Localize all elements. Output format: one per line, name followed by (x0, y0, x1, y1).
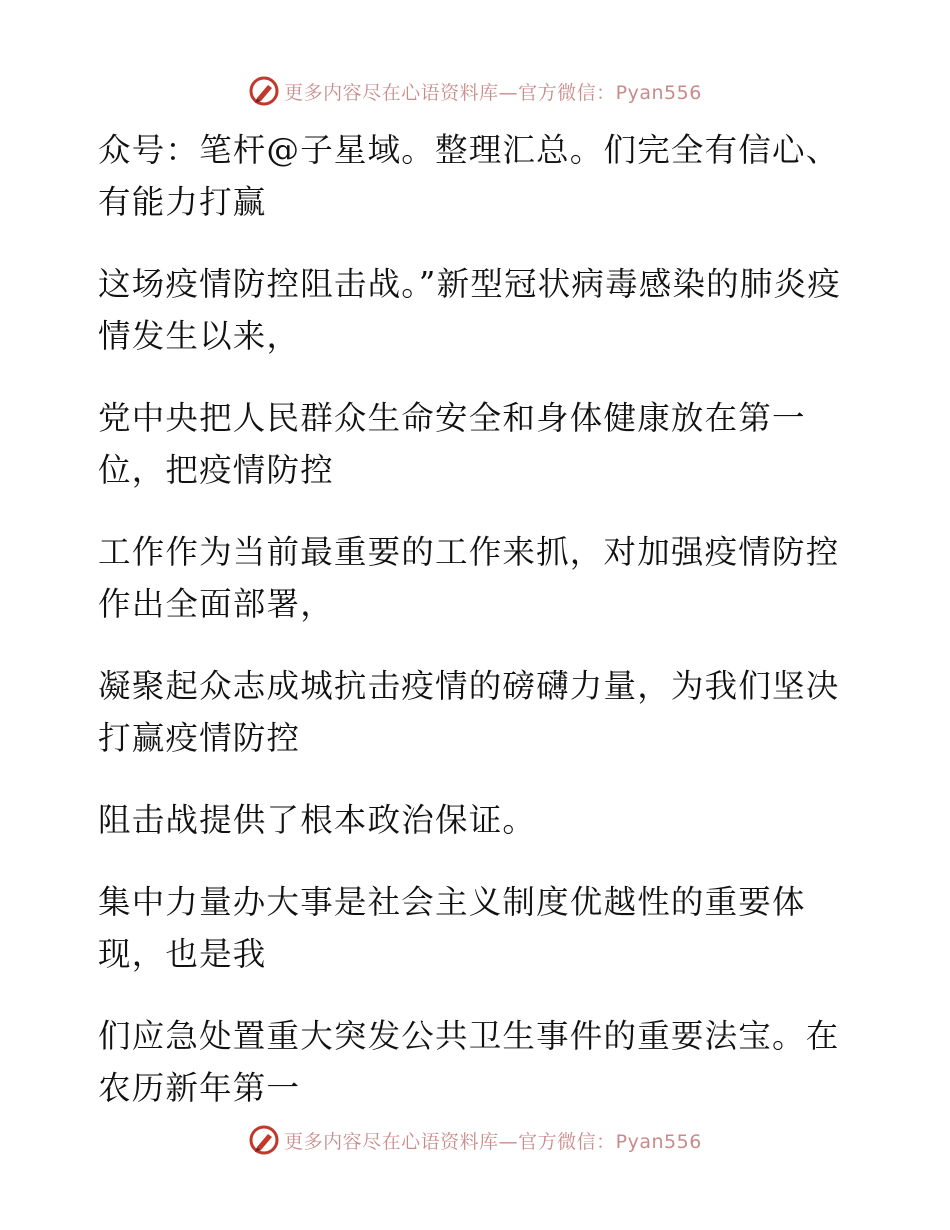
paragraph: 这场疫情防控阻击战。”新型冠状病毒感染的肺炎疫情发生以来， (98, 265, 841, 355)
header-banner-text: 更多内容尽在心语资料库—官方微信：Pyan556 (284, 81, 702, 104)
pen-logo-icon (248, 75, 280, 107)
paragraph: 阻击战提供了根本政治保证。 (98, 801, 537, 839)
footer-banner-text: 更多内容尽在心语资料库—官方微信：Pyan556 (284, 1130, 702, 1153)
paragraph: 工作作为当前最重要的工作来抓，对加强疫情防控作出全面部署， (98, 533, 840, 623)
pen-logo-icon (248, 1124, 280, 1156)
paragraph: 凝聚起众志成城抗击疫情的磅礴力量，为我们坚决打赢疫情防控 (98, 667, 840, 757)
document-body (98, 124, 843, 1144)
paragraph: 们应急处置重大突发公共卫生事件的重要法宝。在农历新年第一 (98, 1017, 840, 1107)
footer-banner (0, 1120, 950, 1160)
paragraph: 众号：笔杆@子星域。整理汇总。们完全有信心、有能力打赢 (98, 131, 840, 221)
paragraph: 党中央把人民群众生命安全和身体健康放在第一位，把疫情防控 (98, 399, 806, 489)
paragraph: 集中力量办大事是社会主义制度优越性的重要体现，也是我 (98, 883, 806, 973)
header-banner (0, 71, 950, 111)
